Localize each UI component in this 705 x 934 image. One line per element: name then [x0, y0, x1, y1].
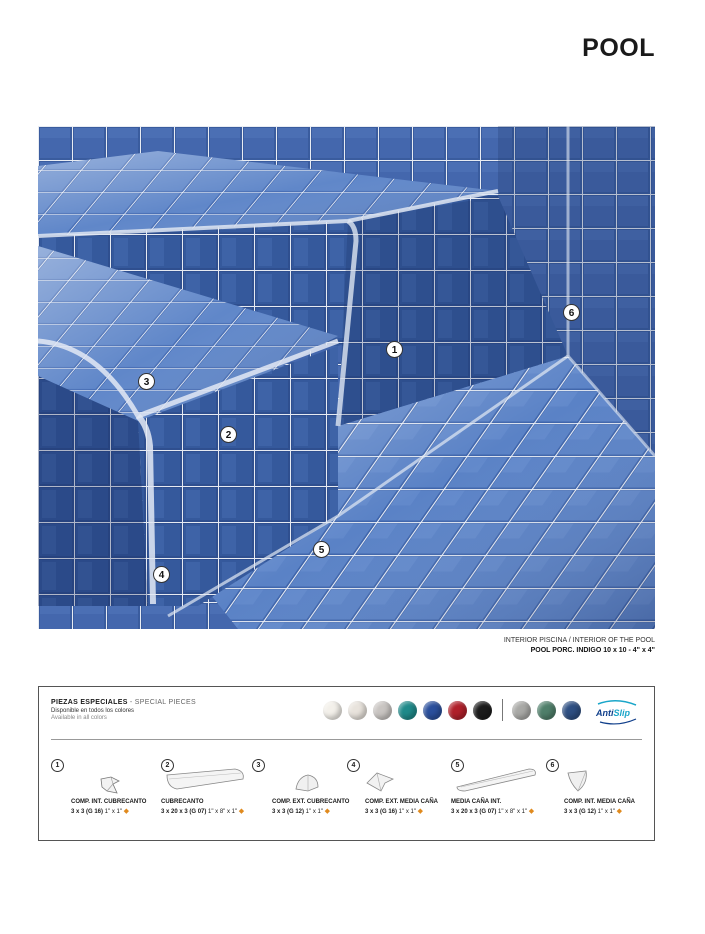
swatch [512, 701, 531, 720]
piece-dims [71, 807, 129, 815]
callout-3: 3 [138, 373, 155, 390]
panel-title [51, 699, 196, 706]
piece-number: 2 [161, 759, 174, 772]
antislip-logo [596, 699, 638, 725]
antislip-dot-icon: ◆ [528, 808, 535, 815]
piece-dims-in: 1" x 8" x 1" [496, 809, 528, 815]
piece-name: MEDIA CAÑA INT. [451, 799, 502, 805]
piece-dims-in: 1" x 1" [596, 809, 615, 815]
antislip-slip: Slip [613, 708, 631, 718]
piece-dims [161, 807, 244, 815]
piece-6 [546, 759, 642, 829]
swatch [448, 701, 467, 720]
antislip-dot-icon: ◆ [123, 808, 130, 815]
piece-dims-cm: 3 x 3 (G 16) [71, 809, 104, 815]
piece-dims-in: 1" x 8" x 1" [206, 809, 238, 815]
callout-2: 2 [220, 426, 237, 443]
panel-divider [51, 739, 642, 740]
special-pieces-panel [38, 686, 655, 841]
swatch [473, 701, 492, 720]
cove-piece-icon [455, 765, 539, 793]
swatch [373, 701, 392, 720]
piece-dims-in: 1" x 1" [397, 809, 416, 815]
piece-dims-cm: 3 x 20 x 3 (G 07) [161, 809, 207, 815]
piece-number: 1 [51, 759, 64, 772]
piece-dims-cm: 3 x 20 x 3 (G 07) [451, 809, 497, 815]
swatch-divider [502, 699, 503, 721]
pool-photo [38, 126, 655, 629]
antislip-dot-icon: ◆ [324, 808, 331, 815]
piece-number: 6 [546, 759, 559, 772]
callout-1: 1 [386, 341, 403, 358]
antislip-dot-icon: ◆ [417, 808, 424, 815]
swatch [537, 701, 556, 720]
piece-number: 3 [252, 759, 265, 772]
swatch [348, 701, 367, 720]
piece-2 [161, 759, 257, 829]
callout-6: 6 [563, 304, 580, 321]
bullnose-piece-icon [165, 765, 247, 793]
outer-cove-piece-icon [365, 771, 395, 793]
color-swatches [323, 699, 587, 721]
piece-dims [564, 807, 622, 815]
piece-5 [451, 759, 547, 829]
piece-1 [51, 759, 147, 829]
inner-cove-piece-icon [566, 769, 590, 793]
panel-title-en: - SPECIAL PIECES [127, 699, 196, 706]
piece-name: COMP. EXT. CUBRECANTO [272, 799, 350, 805]
antislip-text [596, 708, 630, 718]
panel-title-es: PIEZAS ESPECIALES [51, 699, 128, 706]
available-en: Available in all colors [51, 715, 107, 721]
antislip-dot-icon: ◆ [238, 808, 245, 815]
piece-4 [347, 759, 443, 829]
piece-dims-in: 1" x 1" [304, 809, 323, 815]
piece-3 [252, 759, 348, 829]
swatch [562, 701, 581, 720]
piece-number: 4 [347, 759, 360, 772]
page-title: POOL [582, 34, 655, 62]
panel-header [51, 699, 196, 721]
inner-corner-piece-icon [99, 775, 121, 795]
callout-4: 4 [153, 566, 170, 583]
piece-number: 5 [451, 759, 464, 772]
piece-dims [451, 807, 534, 815]
antislip-anti: Anti [596, 708, 614, 718]
available-es: Disponible en todos los colores [51, 708, 135, 714]
swatch [423, 701, 442, 720]
antislip-dot-icon: ◆ [616, 808, 623, 815]
caption-product: POOL PORC. INDIGO 10 x 10 - 4" x 4" [530, 647, 655, 654]
caption-location: INTERIOR PISCINA / INTERIOR OF THE POOL [503, 637, 655, 644]
callout-5: 5 [313, 541, 330, 558]
piece-dims-in: 1" x 1" [103, 809, 122, 815]
piece-name: COMP. INT. CUBRECANTO [71, 799, 147, 805]
piece-name: CUBRECANTO [161, 799, 204, 805]
piece-dims-cm: 3 x 3 (G 12) [564, 809, 597, 815]
outer-corner-piece-icon [294, 773, 320, 793]
piece-name: COMP. INT. MEDIA CAÑA [564, 799, 636, 805]
piece-name: COMP. EXT. MEDIA CAÑA [365, 799, 439, 805]
swatch [323, 701, 342, 720]
photo-caption [504, 636, 655, 656]
piece-dims [365, 807, 423, 815]
piece-dims-cm: 3 x 3 (G 12) [272, 809, 305, 815]
piece-dims [272, 807, 330, 815]
piece-dims-cm: 3 x 3 (G 16) [365, 809, 398, 815]
swatch [398, 701, 417, 720]
